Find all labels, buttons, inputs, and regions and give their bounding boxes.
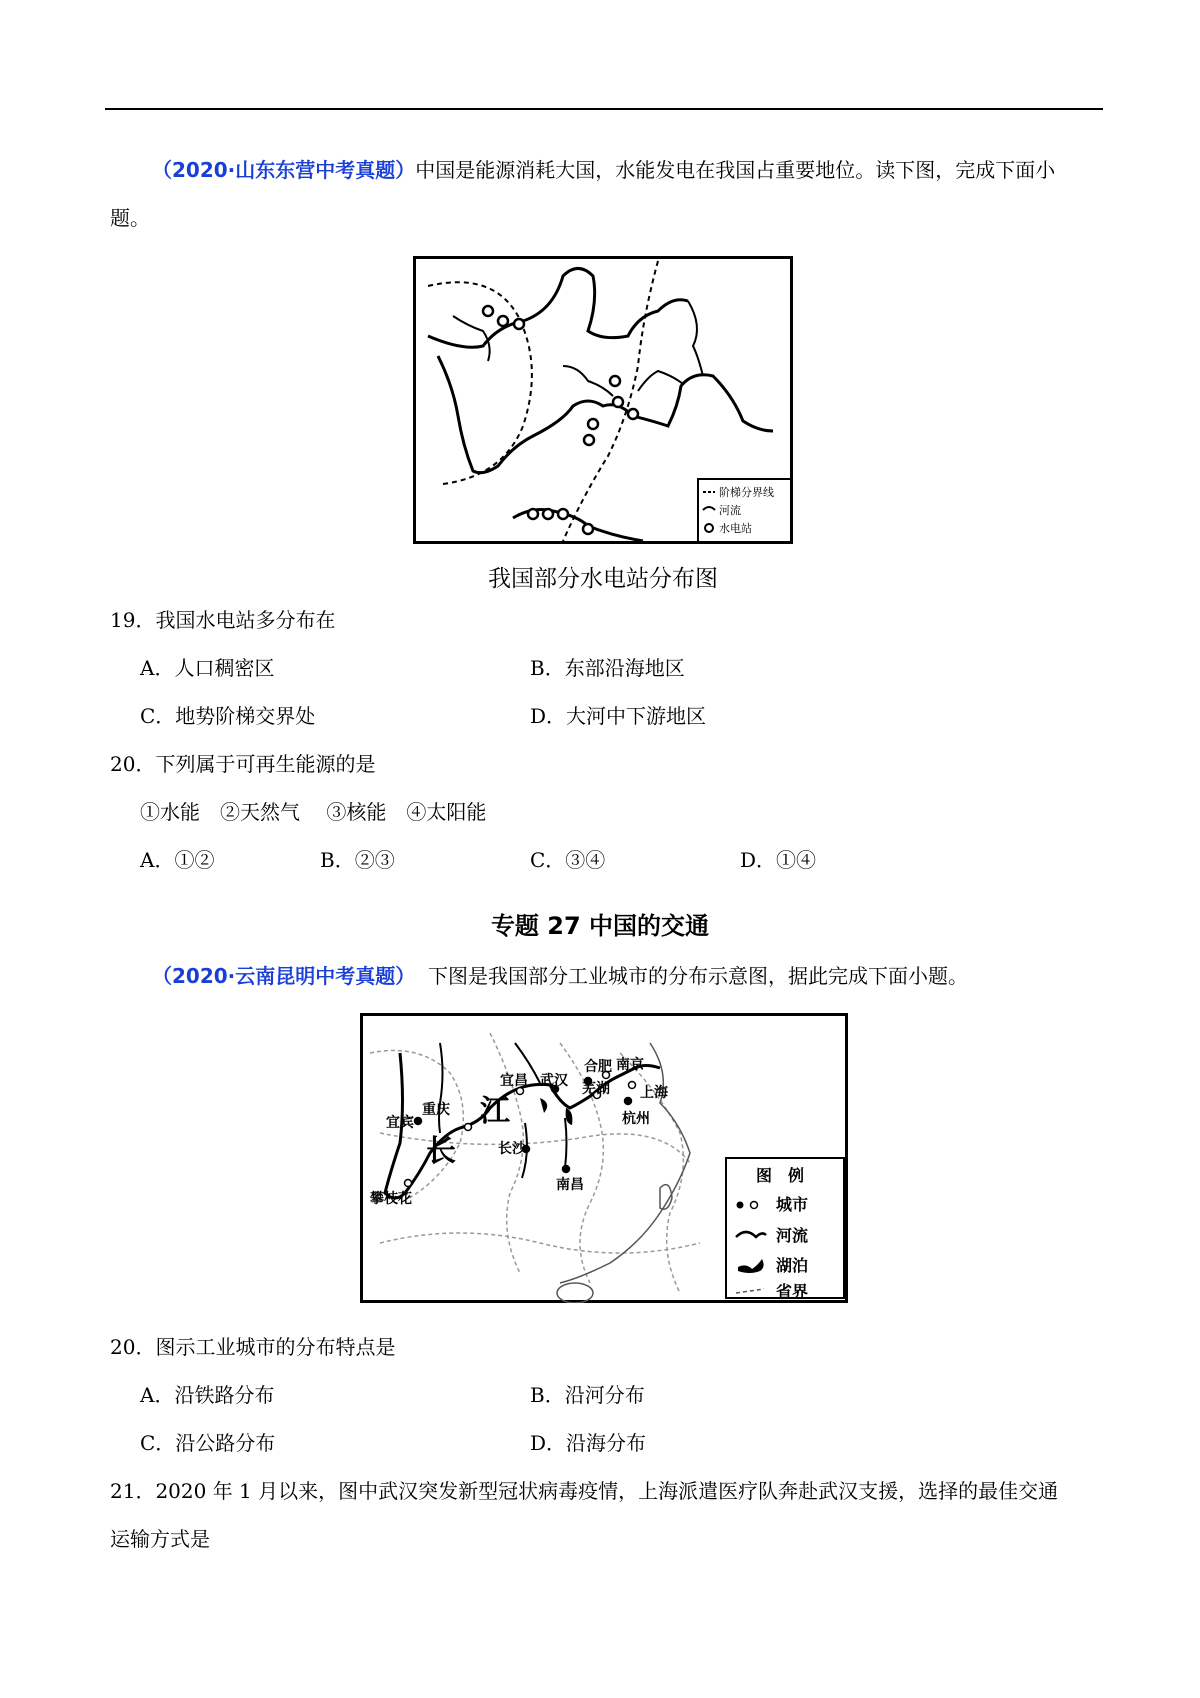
q19-stem: 19．我国水电站多分布在 [110,608,336,632]
q20a-option-b: B．②③ [320,848,395,872]
city-changsha: 长沙 [498,1141,526,1157]
city-hefei: 合肥 [584,1059,612,1075]
q20b-option-d: D．沿海分布 [530,1431,647,1455]
section1-source: （2020·山东东营中考真题） [152,158,416,182]
q20b-stem: 20．图示工业城市的分布特点是 [110,1335,396,1359]
city-wuhan: 武汉 [540,1073,568,1089]
city-nanchang: 南昌 [556,1177,584,1193]
section2-intro [152,964,968,988]
legend-station-label: 水电站 [719,522,752,535]
q19-option-a: A．人口稠密区 [140,656,275,680]
header-rule [105,108,1103,110]
river-label-jiang: 江 [480,1094,510,1129]
q21-stem-cont: 运输方式是 [110,1527,210,1551]
river-label-chang: 长 [426,1134,456,1169]
section1-intro [152,158,1055,182]
section2-intro-text: 下图是我国部分工业城市的分布示意图，据此完成下面小题。 [427,964,968,988]
legend-province-label: 省界 [776,1282,809,1301]
hydropower-map [413,256,793,544]
industrial-cities-map [360,1013,848,1303]
city-panzhihua: 攀枝花 [370,1191,412,1207]
city-yibin: 宜宾 [386,1115,414,1131]
q20b-option-c: C．沿公路分布 [140,1431,276,1455]
legend-boundary-label: 阶梯分界线 [719,486,774,499]
legend-river-label: 河流 [719,504,741,517]
city-hangzhou: 杭州 [622,1111,650,1127]
q19-option-b: B．东部沿海地区 [530,656,685,680]
section1-intro-text: 中国是能源消耗大国，水能发电在我国占重要地位。读下图，完成下面小 [415,158,1056,182]
section1-intro-cont: 题。 [110,206,150,230]
q20a-stem: 20．下列属于可再生能源的是 [110,752,376,776]
q20a-items: ①水能 ②天然气 ③核能 ④太阳能 [140,800,487,824]
legend-river-label: 河流 [776,1226,809,1245]
q20b-option-b: B．沿河分布 [530,1383,645,1407]
city-wuhu: 芜湖 [582,1081,610,1097]
legend-title: 图 例 [756,1166,805,1185]
section2-heading: 专题 27 中国的交通 [490,912,710,940]
legend-city-label: 城市 [776,1195,809,1214]
hydropower-map-caption: 我国部分水电站分布图 [488,566,718,592]
city-yichang: 宜昌 [500,1073,528,1089]
city-shanghai: 上海 [640,1085,668,1101]
q20a-option-a: A．①② [140,848,215,872]
city-nanjing: 南京 [616,1057,644,1073]
city-chongqing: 重庆 [422,1102,450,1118]
q19-option-d: D．大河中下游地区 [530,704,707,728]
q20a-option-d: D．①④ [740,848,817,872]
section2-source: （2020·云南昆明中考真题） [152,964,416,988]
q20a-option-c: C．③④ [530,848,606,872]
q20b-option-a: A．沿铁路分布 [140,1383,275,1407]
legend-lake-label: 湖泊 [776,1256,809,1275]
q21-stem: 21．2020 年 1 月以来，图中武汉突发新型冠状病毒疫情，上海派遣医疗队奔赴武汉支援，选择的最佳交通 [110,1479,1059,1503]
q19-option-c: C．地势阶梯交界处 [140,704,316,728]
